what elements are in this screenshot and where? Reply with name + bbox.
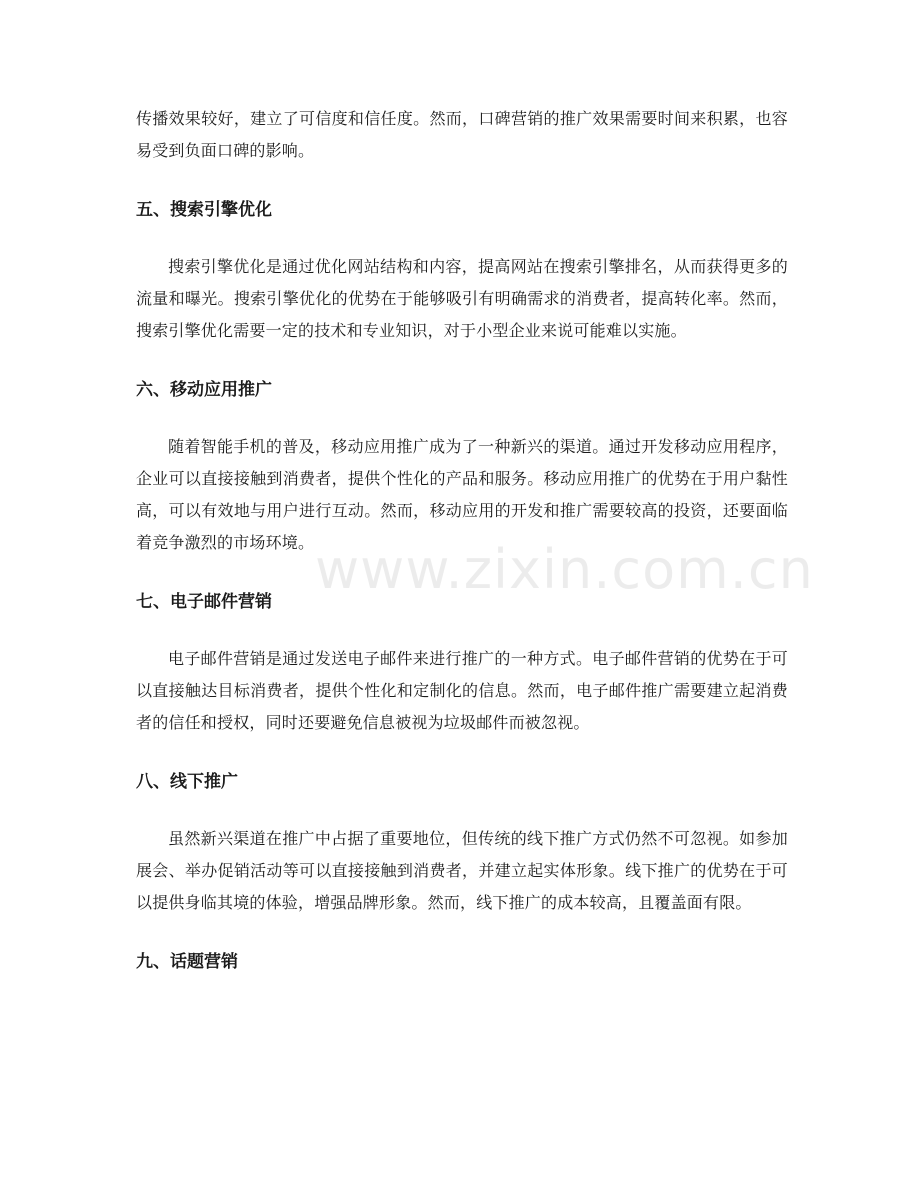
paragraph-email-marketing: 电子邮件营销是通过发送电子邮件来进行推广的一种方式。电子邮件营销的优势在于可以直接触达目标消费者，提供个性化和定制化的信息。然而，电子邮件推广需要建立起消费者的信任和授权，同时还要避免信息被视为垃圾邮件而被忽视。 — [136, 649, 788, 732]
heading-topic-marketing: 九、话题营销 — [136, 952, 238, 972]
document-body — [136, 103, 788, 978]
paragraph-seo: 搜索引擎优化是通过优化网站结构和内容，提高网站在搜索引擎排名，从而获得更多的流量和曝光。搜索引擎优化的优势在于能够吸引有明确需求的消费者，提高转化率。然而，搜索引擎优化需要一定的技术和专业知识，对于小型企业来说可能难以实施。 — [136, 257, 788, 340]
paragraph-mobile-app: 随着智能手机的普及，移动应用推广成为了一种新兴的渠道。通过开发移动应用程序，企业可以直接接触到消费者，提供个性化的产品和服务。移动应用推广的优势在于用户黏性高，可以有效地与用户进行互动。然而，移动应用的开发和推广需要较高的投资，还要面临着竞争激烈的市场环境。 — [136, 437, 788, 552]
heading-offline: 八、线下推广 — [136, 772, 238, 792]
paragraph-word-of-mouth-continued: 传播效果较好，建立了可信度和信任度。然而，口碑营销的推广效果需要时间来积累，也容易受到负面口碑的影响。 — [136, 109, 788, 160]
heading-seo: 五、搜索引擎优化 — [136, 200, 272, 220]
paragraph-offline: 虽然新兴渠道在推广中占据了重要地位，但传统的线下推广方式仍然不可忽视。如参加展会、举办促销活动等可以直接接触到消费者，并建立起实体形象。线下推广的优势在于可以提供身临其境的体验，增强品牌形象。然而，线下推广的成本较高，且覆盖面有限。 — [136, 829, 788, 912]
heading-mobile-app: 六、移动应用推广 — [136, 380, 272, 400]
watermark: www.zixin.com.cn — [315, 538, 814, 601]
heading-email-marketing: 七、电子邮件营销 — [136, 592, 272, 612]
